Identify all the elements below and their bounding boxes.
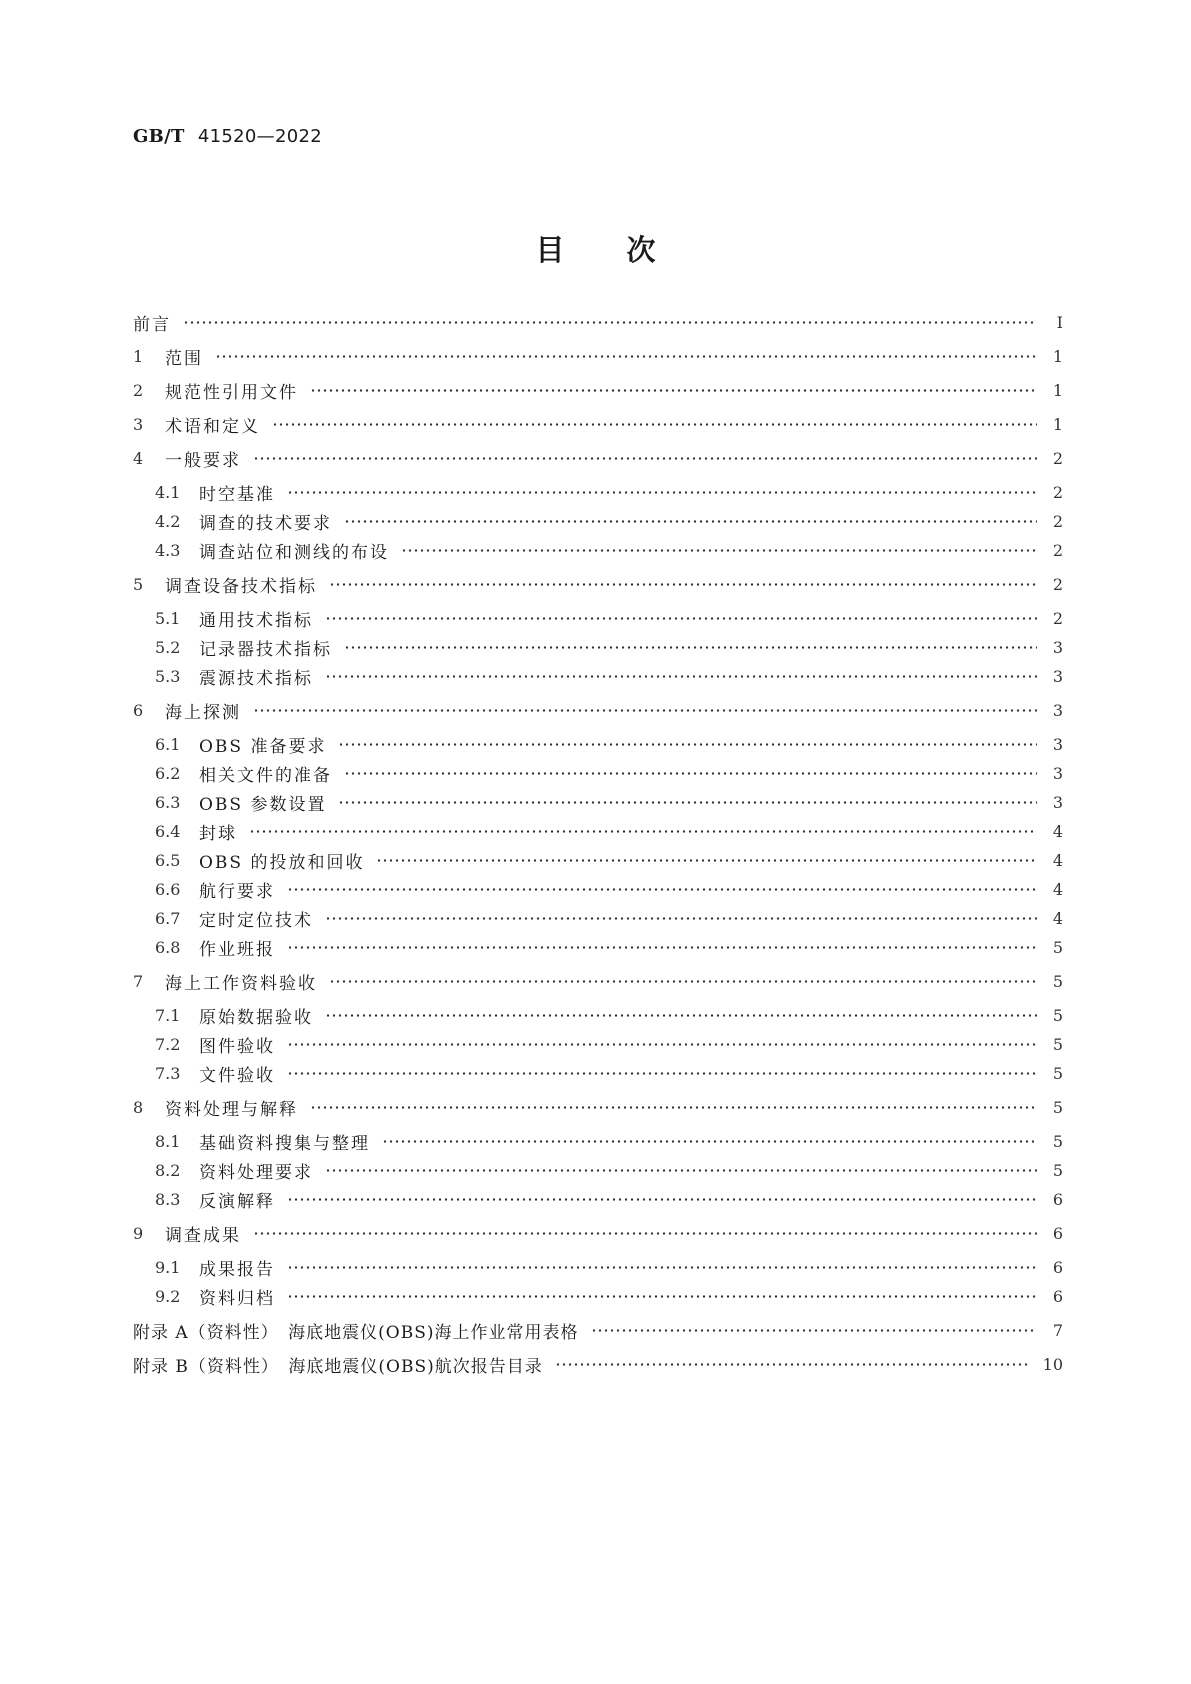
toc-entry-number: 6.4 [155,821,181,841]
toc-entry-label: OBS 参数设置 [199,794,327,815]
toc-entry-page: 1 [1052,414,1063,434]
toc-entry[interactable] [133,1061,1063,1085]
toc-entry-page: 5 [1052,1034,1063,1054]
toc-entry-page: 4 [1052,879,1063,899]
toc-entry-label: 资料处理要求 [199,1162,313,1183]
dot-leader [344,519,1037,523]
toc-entry-label: 作业班报 [199,939,275,960]
dot-leader [338,800,1037,804]
toc-entry[interactable] [133,572,1063,596]
dot-leader [338,742,1037,746]
toc-entry[interactable] [133,906,1063,930]
dot-leader [287,1042,1037,1046]
toc-entry-label: 文件验收 [199,1065,275,1086]
dot-leader [344,645,1037,649]
toc-entry-page: 2 [1052,448,1063,468]
toc-entry[interactable] [133,310,1063,334]
toc-entry-label: 海上探测 [165,702,241,723]
toc-entry-page: 2 [1052,540,1063,560]
dot-leader [382,1139,1037,1143]
toc-entry-page: 6 [1052,1189,1063,1209]
toc-entry-number: 3 [133,414,144,434]
page-title-char-2: 次 [626,233,656,267]
toc-entry-number: 8.3 [155,1189,181,1209]
toc-entry-label: 规范性引用文件 [165,382,298,403]
toc-entry-number: 8.1 [155,1131,181,1151]
toc-entry-label: 时空基准 [199,484,275,505]
toc-entry-label: 附录 B（资料性） 海底地震仪(OBS)航次报告目录 [133,1356,543,1377]
dot-leader [401,548,1037,552]
toc-entry[interactable] [133,664,1063,688]
dot-leader [287,945,1037,949]
toc-entry-label: 封球 [199,823,237,844]
toc-entry-number: 4.3 [155,540,181,560]
toc-entry-number: 6.7 [155,908,181,928]
toc-entry[interactable] [133,635,1063,659]
dot-leader [183,320,1037,324]
dot-leader [272,422,1037,426]
toc-entry-label: 资料处理与解释 [165,1099,298,1120]
toc-entry-label: 成果报告 [199,1259,275,1280]
dot-leader [287,1294,1037,1298]
dot-leader [325,1168,1037,1172]
dot-leader [325,616,1037,620]
toc-entry-label: 海上工作资料验收 [165,973,317,994]
toc-entry-page: 3 [1052,700,1063,720]
toc-entry-label: 调查站位和测线的布设 [199,542,389,563]
standard-number: 41520—2022 [197,126,322,147]
toc-entry[interactable] [133,412,1063,436]
toc-entry[interactable] [133,761,1063,785]
toc-entry[interactable] [133,1255,1063,1279]
toc-entry-number: 5.1 [155,608,181,628]
toc-entry-page: 5 [1052,1097,1063,1117]
toc-entry-page: 1 [1052,380,1063,400]
toc-entry-page: 5 [1052,971,1063,991]
toc-entry-number: 9 [133,1223,144,1243]
toc-entry-label: 震源技术指标 [199,668,313,689]
toc-entry-label: 附录 A（资料性） 海底地震仪(OBS)海上作业常用表格 [133,1322,579,1343]
toc-entry-page: 5 [1052,937,1063,957]
dot-leader [253,456,1037,460]
dot-leader [287,1071,1037,1075]
toc-entry-number: 6.8 [155,937,181,957]
toc-entry-page: 2 [1052,482,1063,502]
toc-entry[interactable] [133,698,1063,722]
dot-leader [329,582,1037,586]
standard-prefix: GB/T [133,126,185,147]
dot-leader [555,1362,1029,1366]
toc-entry-page: 4 [1052,850,1063,870]
toc-entry-number: 4 [133,448,144,468]
toc-entry-page: 5 [1052,1005,1063,1025]
toc-entry-label: 术语和定义 [165,416,260,437]
toc-entry[interactable] [133,1318,1063,1342]
dot-leader [215,354,1037,358]
toc-entry-number: 5.2 [155,637,181,657]
toc-entry-label: 原始数据验收 [199,1007,313,1028]
dot-leader [310,1105,1037,1109]
toc-entry-label: 图件验收 [199,1036,275,1057]
toc-entry-page: 6 [1052,1257,1063,1277]
dot-leader [325,1013,1037,1017]
toc-entry-number: 5 [133,574,144,594]
toc-entry[interactable] [133,848,1063,872]
toc-entry-number: 6.5 [155,850,181,870]
toc-entry-number: 6.2 [155,763,181,783]
toc-entry-number: 9.1 [155,1257,181,1277]
toc-entry-number: 5.3 [155,666,181,686]
toc-entry[interactable] [133,1095,1063,1119]
toc-entry-label: 一般要求 [165,450,241,471]
toc-entry[interactable] [133,344,1063,368]
toc-entry-number: 2 [133,380,144,400]
toc-entry-label: 定时定位技术 [199,910,313,931]
toc-entry-label: 调查成果 [165,1225,241,1246]
toc-entry-label: 资料归档 [199,1288,275,1309]
toc-entry-number: 6.3 [155,792,181,812]
toc-entry[interactable] [133,819,1063,843]
toc-entry-number: 6.6 [155,879,181,899]
toc-entry-number: 4.2 [155,511,181,531]
dot-leader [287,1197,1037,1201]
dot-leader [249,829,1037,833]
dot-leader [344,771,1037,775]
toc-entry-page: 5 [1052,1063,1063,1083]
toc-entry[interactable] [133,1032,1063,1056]
toc-entry-page: 5 [1052,1160,1063,1180]
dot-leader [376,858,1037,862]
toc-entry[interactable] [133,877,1063,901]
toc-entry-page: 2 [1052,574,1063,594]
toc-entry-number: 7.1 [155,1005,181,1025]
toc-entry[interactable] [133,1158,1063,1182]
toc-entry-label: 相关文件的准备 [199,765,332,786]
dot-leader [253,708,1037,712]
toc-entry-page: 6 [1052,1286,1063,1306]
toc-entry-label: 前言 [133,314,171,335]
toc-entry-page: 3 [1052,734,1063,754]
toc-entry-number: 8.2 [155,1160,181,1180]
toc-entry-label: 记录器技术指标 [199,639,332,660]
toc-entry-label: OBS 准备要求 [199,736,327,757]
toc-entry-page: 1 [1052,346,1063,366]
dot-leader [591,1328,1037,1332]
toc-entry-number: 7.3 [155,1063,181,1083]
dot-leader [310,388,1037,392]
dot-leader [329,979,1037,983]
toc-entry[interactable] [133,935,1063,959]
toc-entry[interactable] [133,1221,1063,1245]
toc-entry-page: 2 [1052,511,1063,531]
toc-entry[interactable] [133,1003,1063,1027]
toc-entry-page: 6 [1052,1223,1063,1243]
page-title-char-1: 目 [535,233,565,267]
dot-leader [253,1231,1037,1235]
standard-code [133,126,322,147]
dot-leader [325,674,1037,678]
toc-entry-label: 基础资料搜集与整理 [199,1133,370,1154]
toc-entry[interactable] [133,790,1063,814]
toc-entry-number: 7.2 [155,1034,181,1054]
toc-entry-page: 3 [1052,763,1063,783]
dot-leader [287,490,1037,494]
toc-entry[interactable] [133,606,1063,630]
dot-leader [287,887,1037,891]
toc-entry[interactable] [133,509,1063,533]
toc-entry-number: 4.1 [155,482,181,502]
toc-entry-label: OBS 的投放和回收 [199,852,365,873]
toc-entry-page: 7 [1052,1320,1063,1340]
toc-entry-number: 7 [133,971,144,991]
toc-entry-page: Ⅰ [1056,312,1063,332]
toc-entry-number: 1 [133,346,144,366]
toc-entry-number: 8 [133,1097,144,1117]
toc-entry-page: 2 [1052,608,1063,628]
toc-entry[interactable] [133,538,1063,562]
dot-leader [287,1265,1037,1269]
toc-entry[interactable] [133,969,1063,993]
toc-entry-number: 9.2 [155,1286,181,1306]
toc-entry-page: 4 [1052,908,1063,928]
toc-entry[interactable] [133,446,1063,470]
toc-entry-page: 4 [1052,821,1063,841]
toc-entry[interactable] [133,1352,1063,1376]
toc-entry-page: 3 [1052,792,1063,812]
toc-entry[interactable] [133,732,1063,756]
toc-entry-page: 10 [1042,1354,1063,1374]
toc-entry[interactable] [133,1284,1063,1308]
toc-entry-label: 调查设备技术指标 [165,576,317,597]
toc-entry[interactable] [133,1129,1063,1153]
page-title [0,228,1191,269]
toc-entry-label: 范围 [165,348,203,369]
dot-leader [325,916,1037,920]
toc-entry[interactable] [133,1187,1063,1211]
toc-entry[interactable] [133,378,1063,402]
toc-entry-number: 6.1 [155,734,181,754]
toc-entry-page: 3 [1052,666,1063,686]
toc-entry-label: 航行要求 [199,881,275,902]
toc-entry-number: 6 [133,700,144,720]
toc-entry-label: 通用技术指标 [199,610,313,631]
toc-entry-page: 5 [1052,1131,1063,1151]
toc-entry-page: 3 [1052,637,1063,657]
toc-entry[interactable] [133,480,1063,504]
toc-entry-label: 反演解释 [199,1191,275,1212]
toc-entry-label: 调查的技术要求 [199,513,332,534]
